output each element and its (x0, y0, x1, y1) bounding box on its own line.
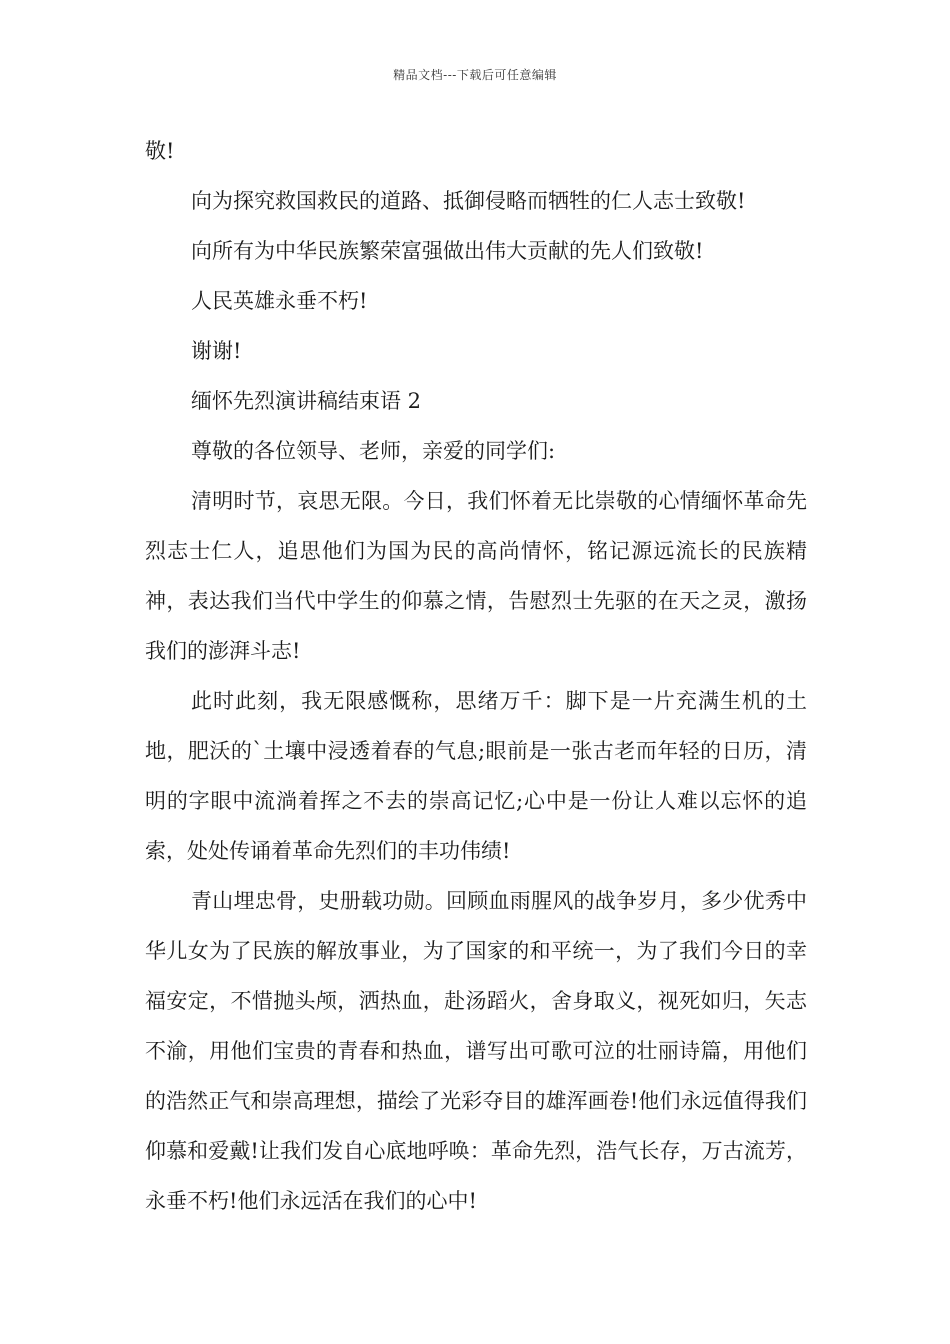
salutation: 尊敬的各位领导、老师，亲爱的同学们: (191, 439, 556, 463)
paragraph: 敬! (145, 139, 175, 163)
paragraph: 此时此刻，我无限感慨称，思绪万千：脚下是一片充满生机的土地，肥沃的`土壤中浸透着春的气息;眼前是一张古老而年轻的日历，清明的字眼中流淌着挥之不去的崇高记忆;心中是一份让人难以忘怀的追索，处处传诵着革命先烈们的丰功伟绩! (145, 689, 807, 863)
paragraph: 人民英雄永垂不朽! (191, 289, 368, 313)
paragraph: 向为探究救国救民的道路、抵御侵略而牺牲的仁人志士致敬! (191, 189, 746, 213)
document-body (145, 126, 807, 1226)
paragraph: 向所有为中华民族繁荣富强做出伟大贡献的先人们致敬! (191, 239, 704, 263)
page-header: 精品文档---下载后可任意编辑 (393, 68, 557, 82)
paragraph: 青山埋忠骨，史册载功勋。回顾血雨腥风的战争岁月，多少优秀中华儿女为了民族的解放事业，为了国家的和平统一，为了我们今日的幸福安定，不惜抛头颅，洒热血，赴汤蹈火，舍身取义，视死如归，矢志不渝，用他们宝贵的青春和热血，谱写出可歌可泣的壮丽诗篇，用他们的浩然正气和崇高理想，描绘了光彩夺目的雄浑画卷!他们永远值得我们仰慕和爱戴!让我们发自心底地呼唤：革命先烈，浩气长存，万古流芳，永垂不朽!他们永远活在我们的心中! (145, 889, 807, 1213)
paragraph: 谢谢! (191, 339, 242, 363)
section-heading: 缅怀先烈演讲稿结束语 2 (191, 389, 422, 413)
paragraph: 清明时节，哀思无限。今日，我们怀着无比崇敬的心情缅怀革命先烈志士仁人，追思他们为国为民的高尚情怀，铭记源远流长的民族精神，表达我们当代中学生的仰慕之情，告慰烈士先驱的在天之灵，激扬我们的澎湃斗志! (145, 489, 807, 663)
